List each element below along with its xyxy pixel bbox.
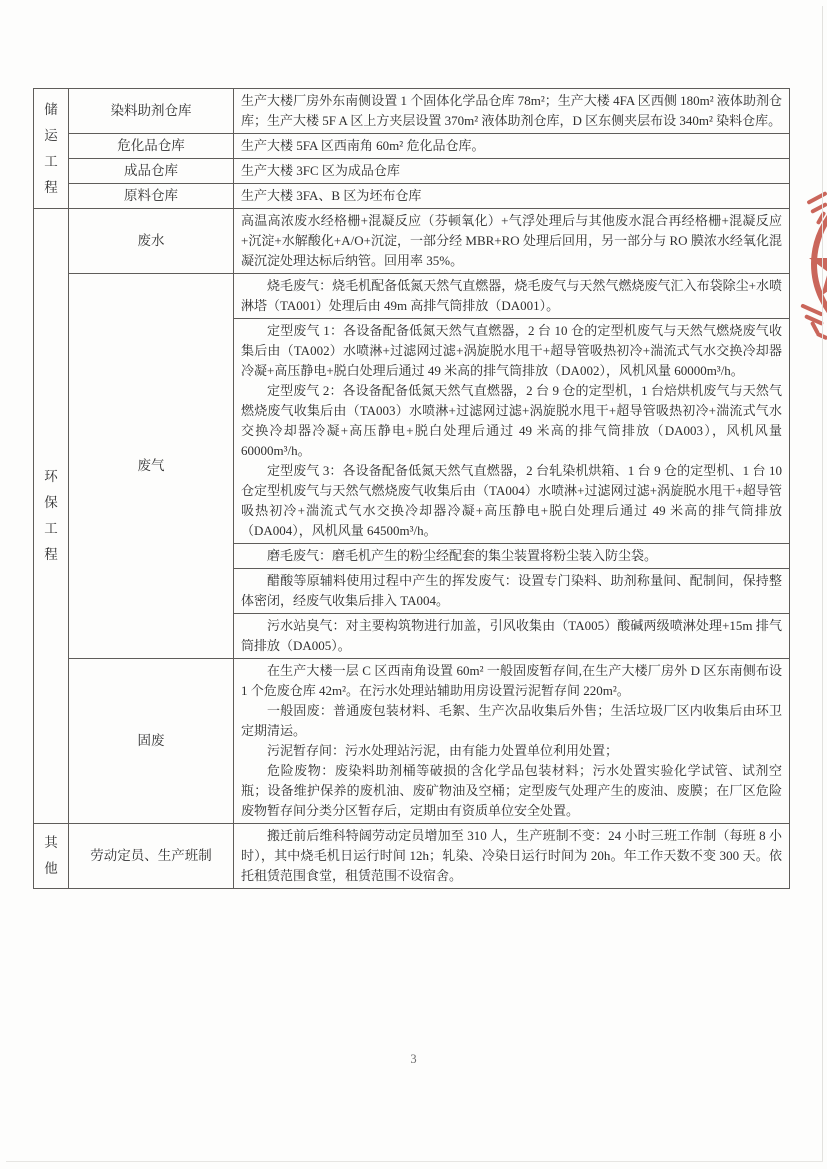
- section-title-environment-label: 环保工程: [44, 469, 58, 562]
- cell-sanding-gas: [234, 544, 790, 569]
- cell-staffing-shift-system: [234, 824, 790, 889]
- cell-text: 在生产大楼一层 C 区西南角设置 60m² 一般固废暂存间,在生产大楼厂房外 D 区东南侧布设 1 个危废仓库 42m²。在污水处理站辅助用房设置污泥暂存间 220m²。: [241, 663, 782, 698]
- row-label-raw-material-warehouse: 原料仓库: [69, 184, 234, 209]
- table-row: [34, 184, 790, 209]
- cell-text: 定型废气 3：各设备配备低氮天然气直燃器，2 台轧染机烘箱、1 台 9 仓的定型机、1 台 10 仓定型机废气与天然气燃烧废气收集后由（TA004）水喷淋+过滤网过滤+涡旋脱水甩干+超导管吸热初冷+湍流式气水交换冷却器冷凝+高压静电+脱白处理后通过 49 米高的排气筒排放（DA004），风机风量 64500m³/h。: [241, 463, 782, 538]
- page-number: 3: [410, 1052, 417, 1066]
- cell-text: 生产大楼 5FA 区西南角 60m² 危化品仓库。: [241, 138, 485, 153]
- cell-text: 醋酸等原辅料使用过程中产生的挥发废气：设置专门染料、助剂称量间、配制间，保持整体密闭，经废气收集后排入 TA004。: [241, 573, 782, 608]
- cell-text: 定型废气 2：各设备配备低氮天然气直燃器，2 台 9 仓的定型机，1 台焙烘机废气与天然气燃烧废气收集后由（TA003）水喷淋+过滤网过滤+涡旋脱水甩干+超导管吸热初冷+湍流式气水交换冷却器冷凝+高压静电+脱白处理后通过 49 米高的排气筒排放（DA003），风机风量 60000m³/h。: [241, 383, 782, 458]
- table-row: [34, 159, 790, 184]
- scan-page-edge: [822, 6, 823, 1161]
- section-title-storage-label: 储运工程: [44, 101, 58, 195]
- row-label-finished-goods-warehouse: 成品仓库: [69, 159, 234, 184]
- row-label-hazchem-warehouse: 危化品仓库: [69, 134, 234, 159]
- cell-text: 污水站臭气：对主要构筑物进行加盖，引风收集由（TA005）酸碱两级喷淋处理+15m 排气筒排放（DA005）。: [241, 618, 782, 653]
- cell-sewage-station-odor: [234, 614, 790, 659]
- cell-acetic-acid-gas: [234, 569, 790, 614]
- cell-text: 生产大楼 3FC 区为成品仓库: [241, 163, 400, 178]
- row-label-wastewater: 废水: [69, 209, 234, 274]
- row-label-solid-waste: 固废: [69, 659, 234, 824]
- cell-text: 定型废气 1：各设备配备低氮天然气直燃器，2 台 10 仓的定型机废气与天然气燃烧废气收集后由（TA002）水喷淋+过滤网过滤+涡旋脱水甩干+超导管吸热初冷+湍流式气水交换冷却器冷凝+高压静电+脱白处理后通过 49 米高的排气筒排放（DA002），风机风量 60000m³/h。: [241, 323, 782, 378]
- table-row: [34, 824, 790, 889]
- table-row: [34, 659, 790, 824]
- cell-finished-goods-warehouse: [234, 159, 790, 184]
- section-title-storage: [34, 89, 69, 209]
- cell-hazchem-warehouse: [234, 134, 790, 159]
- table-row: [34, 134, 790, 159]
- cell-dye-auxiliary-warehouse: [234, 89, 790, 134]
- cell-text: 危险废物：废染料助剂桶等破损的含化学品包装材料；污水处置实验化学试管、试剂空瓶；设备维护保养的废机油、废矿物油及空桶；定型废气处理产生的废油、废膜；在厂区危险废物暂存间分类分区暂存后，定期由有资质单位安全处置。: [241, 763, 782, 818]
- cell-text: 搬迁前后维科特阔劳动定员增加至 310 人，生产班制不变：24 小时三班工作制（每班 8 小时），其中烧毛机日运行时间 12h；轧染、冷染日运行时间为 20h。年工作天数不变 300 天。依托租赁范围食堂，租赁范围不设宿舍。: [241, 828, 782, 883]
- cell-setting-machine-gas: [234, 319, 790, 544]
- project-overview-table: [33, 88, 790, 889]
- row-label-waste-gas: 废气: [69, 274, 234, 659]
- row-label-staffing-shift-system: 劳动定员、生产班制: [69, 824, 234, 889]
- section-title-other: [34, 824, 69, 889]
- cell-text: 烧毛废气：烧毛机配备低氮天然气直燃器，烧毛废气与天然气燃烧废气汇入布袋除尘+水喷淋塔（TA001）处理后由 49m 高排气筒排放（DA001）。: [241, 278, 782, 313]
- table-row: [34, 209, 790, 274]
- cell-solid-waste: [234, 659, 790, 824]
- scan-page-edge: [6, 1161, 823, 1162]
- cell-text: 磨毛废气：磨毛机产生的粉尘经配套的集尘装置将粉尘装入防尘袋。: [267, 548, 658, 563]
- section-title-other-label: 其他: [44, 835, 58, 876]
- cell-wastewater: [234, 209, 790, 274]
- cell-text: 污泥暂存间：污水处理站污泥，由有能力处置单位利用处置；: [267, 743, 619, 758]
- row-label-dye-auxiliary-warehouse: 染料助剂仓库: [69, 89, 234, 134]
- cell-text: 生产大楼厂房外东南侧设置 1 个固体化学品仓库 78m²；生产大楼 4FA 区西侧 180m² 液体助剂仓库；生产大楼 5F A 区上方夹层设置 370m² 液体助剂仓库，D 区东侧夹层布设 340m² 染料仓库。: [241, 93, 782, 128]
- cell-raw-material-warehouse: [234, 184, 790, 209]
- cell-text: 高温高浓废水经格栅+混凝反应（芬顿氧化）+气浮处理后与其他废水混合再经格栅+混凝反应+沉淀+水解酸化+A/O+沉淀，一部分经 MBR+RO 处理后回用，另一部分与 RO 膜浓水经氧化混凝沉淀处理达标后纳管。回用率 35%。: [241, 213, 782, 268]
- cell-text: 生产大楼 3FA、B 区为坯布仓库: [241, 188, 422, 203]
- section-title-environment: [34, 209, 69, 824]
- table-row: [34, 274, 790, 319]
- table-row: [34, 89, 790, 134]
- cell-singeing-gas: [234, 274, 790, 319]
- cell-text: 一般固废：普通废包装材料、毛絮、生产次品收集后外售；生活垃圾厂区内收集后由环卫定期清运。: [241, 703, 782, 738]
